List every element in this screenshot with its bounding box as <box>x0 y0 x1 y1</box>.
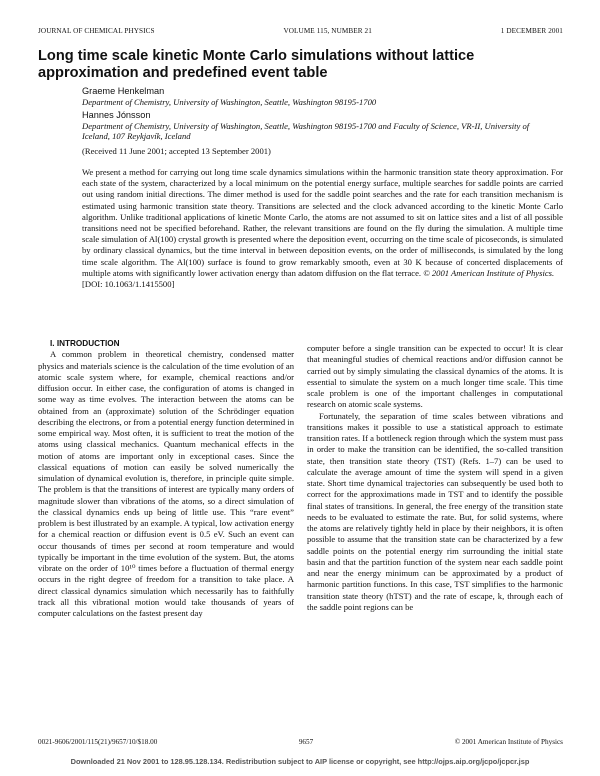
page-number: 9657 <box>298 738 314 746</box>
volume-info: VOLUME 115, NUMBER 21 <box>283 27 372 35</box>
left-column <box>38 338 294 619</box>
intro-paragraph: A common problem in theoretical chemistry, condensed matter physics and materials science is the calculation of the time evolution of an atomic scale system where, for example, chemical reactions and/or diffusion occur. In either case, the configuration of atoms is changed in some way as time evolves. The interaction between the atoms can be obtained from an (approximate) solution of the Schrödinger equation describing the electrons, or from a potential energy function determined in some empirical way. Most often, it is sufficient to treat the motion of the atoms using classical mechanics. Quantum mechanical effects in the motion of atoms are important only in exceptional cases. Since the classical equations of motion can easily be solved numerically the simulation of dynamical evolution is, therefore, in principle quite simple. The problem is that the transitions of interest are typically many orders of magnitude slower than vibrations of the atoms, so a direct simulation of the classical dynamics ends up being of little use. This “rare event” problem is best illustrated by an example. A typical, low activation energy for a chemical reaction or diffusion event is 0.5 eV. Such an event can occur thousands of times per second at room temperature and would typically be important in the time evolution of the system. But, the atoms vibrate on the order of 10¹⁰ times before a fluctuation of thermal energy occurs in the right degree of freedom for a transition to take place. A direct classical dynamics simulation which necessarily has to faithfully track all this vibrational motion would take thousands of years of computer calculations on the fastest present day <box>38 349 294 618</box>
abstract-copyright: © 2001 American Institute of Physics. <box>423 267 555 278</box>
author-name: Hannes Jónsson <box>82 110 151 121</box>
article-title: Long time scale kinetic Monte Carlo simulations without lattice approximation and predefined event table <box>38 48 475 81</box>
right-column <box>307 343 563 613</box>
running-header <box>38 27 563 35</box>
intro-paragraph-2: Fortunately, the separation of time scales between vibrations and transitions makes it possible to use a statistical approach to estimate transition rates. If a bottleneck region through which the system must pass in order to make the transition can be identified, the so-called transition state, then transition state theory (TST) (Refs. 1–7) can be used to calculate the average amount of time the system will spend in a given state. Short time dynamical trajectories can subsequently be used both to correct for the approximations made in TST and to identify the possible final states of transitions. In general, the free energy of the transition state needs to be evaluated to estimate the rate. But, for solid systems, where the atoms are relatively tightly held in place by their neighbors, it is often possible to assume that the transition state can be characterized by a few saddle points on the potential energy rim surrounding the initial state basin and that the partition function of the system near each saddle point and near the energy minimum can be approximated by a product of harmonic partition functions. In this case, TST simplifies to the harmonic transition state theory (hTST) and the rate of escape, k, through each of the saddle point regions can be <box>307 410 563 612</box>
journal-name: JOURNAL OF CHEMICAL PHYSICS <box>38 27 155 35</box>
received-dates: (Received 11 June 2001; accepted 13 September 2001) <box>82 145 271 156</box>
intro-paragraph-continued: computer before a single transition can be expected to occur! It is clear that meaningful studies of chemical reactions and/or diffusion cannot be carried out by simply simulating the classical dynamics of the atoms. It is essential to simulate the system on a much longer time scale. This time scale problem is one of the important challenges in computational research on atomic scale systems. <box>307 343 563 410</box>
article-code: 0021-9606/2001/115(21)/9657/10/$18.00 <box>38 738 158 746</box>
section-heading: I. INTRODUCTION <box>50 339 120 348</box>
download-notice: Downloaded 21 Nov 2001 to 128.95.128.134. Redistribution subject to AIP license or copyright, see http://ojps.aip.org/jcpo/jcpcr.jsp <box>70 757 530 766</box>
abstract <box>82 167 563 290</box>
author-affiliation: Department of Chemistry, University of Washington, Seattle, Washington 98195-1700 <box>82 96 377 107</box>
author-block <box>82 86 552 157</box>
page-footer <box>38 738 563 746</box>
issue-date: 1 DECEMBER 2001 <box>500 27 563 35</box>
abstract-text: We present a method for carrying out long time scale dynamics simulations within the harmonic transition state theory approximation. For each state of the system, characterized by a local minimum on the potential energy surface, multiple searches for saddle points are carried out using random initial directions. The dimer method is used for the saddle point searches and the rate for each transition mechanism is estimated using harmonic transition state theory. Transitions are selected and the clock advanced according to the kinetic Monte Carlo algorithm. Unlike traditional applications of kinetic Monte Carlo, the atoms are not assumed to sit on lattice sites and a list of all possible transitions need not be specified beforehand. Rather, the relevant transitions are found on the fly during the simulation. A multiple time scale simulation of Al(100) crystal growth is presented where the deposition event, occurring on the time scale of picoseconds, is simulated by ordinary classical dynamics, but the time interval in between deposition events, on the order of milliseconds, is simulated by the long time scale algorithm. The Al(100) surface is found to grow remarkably smooth, even at 30 K because of concerted displacements of multiple atoms with significantly lower activation energy than adatom diffusion on the flat terrace. <box>82 167 563 278</box>
doi: [DOI: 10.1063/1.1415500] <box>82 279 175 290</box>
author-affiliation: Department of Chemistry, University of Washington, Seattle, Washington 98195-1700 and Faculty of Science, VR-II, University of Iceland, 107 Reykjavík, Iceland <box>82 120 530 142</box>
footer-copyright: © 2001 American Institute of Physics <box>454 738 563 746</box>
author-name: Graeme Henkelman <box>82 86 165 96</box>
